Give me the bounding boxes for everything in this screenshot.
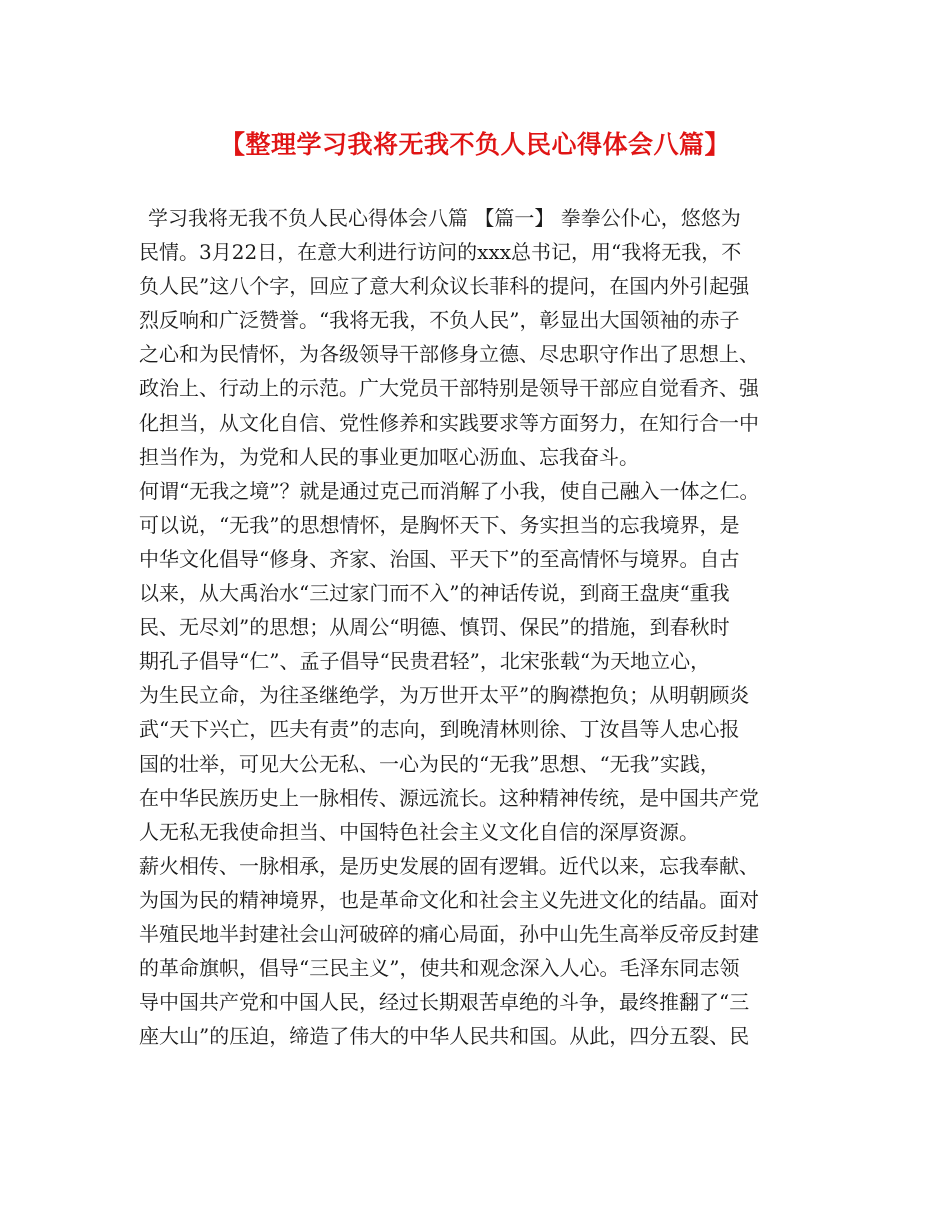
- document-title: 【整理学习我将无我不负人民心得体会八篇】: [219, 130, 730, 159]
- document-body: [139, 201, 829, 1053]
- body-line: 化担当，从文化自信、党性修养和实践要求等方面努力，在知行合一中: [139, 410, 759, 435]
- body-line: 何谓“无我之境”？就是通过克己而消解了小我，使自己融入一体之仁。: [139, 478, 760, 503]
- body-line: 负人民”这八个字，回应了意大利众议长菲科的提问，在国内外引起强: [139, 274, 750, 299]
- body-line: 民、无尽刘”的思想；从周公“明德、慎罚、保民”的措施，到春秋时: [139, 615, 730, 640]
- body-line: 座大山”的压迫，缔造了伟大的中华人民共和国。从此，四分五裂、民: [139, 1024, 750, 1049]
- body-line: 以来，从大禹治水“三过家门而不入”的神话传说，到商王盘庚“重我: [139, 581, 730, 606]
- body-line: 担当作为，为党和人民的事业更加呕心沥血、忘我奋斗。: [139, 444, 639, 469]
- body-line: 的革命旗帜，倡导“三民主义”，使共和观念深入人心。毛泽东同志领: [139, 956, 740, 981]
- body-line: 武“天下兴亡，匹夫有责”的志向，到晚清林则徐、丁汝昌等人忠心报: [139, 717, 740, 742]
- body-line: 政治上、行动上的示范。广大党员干部特别是领导干部应自觉看齐、强: [139, 376, 759, 401]
- body-line: 可以说，“无我”的思想情怀，是胸怀天下、务实担当的忘我境界，是: [139, 512, 740, 537]
- body-line: 人无私无我使命担当、中国特色社会主义文化自信的深厚资源。: [139, 819, 699, 844]
- body-line: 中华文化倡导“修身、齐家、治国、平天下”的至高情怀与境界。自古: [139, 546, 740, 571]
- body-line: 薪火相传、一脉相承，是历史发展的固有逻辑。近代以来，忘我奉献、: [139, 853, 759, 878]
- body-line: 半殖民地半封建社会山河破碎的痛心局面，孙中山先生高举反帝反封建: [139, 921, 759, 946]
- body-line: 国的壮举，可见大公无私、一心为民的“无我”思想、“无我”实践，: [139, 751, 720, 776]
- body-line: 在中华民族历史上一脉相传、源远流长。这种精神传统，是中国共产党: [139, 785, 759, 810]
- body-line: 学习我将无我不负人民心得体会八篇 【篇一】 拳拳公仆心，悠悠为: [148, 206, 741, 230]
- body-line: 烈反响和广泛赞誉。“我将无我，不负人民”，彰显出大国领袖的赤子: [139, 308, 740, 333]
- body-line: 导中国共产党和中国人民，经过长期艰苦卓绝的斗争，最终推翻了“三: [139, 990, 750, 1015]
- body-line: 为国为民的精神境界，也是革命文化和社会主义先进文化的结晶。面对: [139, 887, 759, 912]
- body-line: 之心和为民情怀，为各级领导干部修身立德、尽忠职守作出了思想上、: [139, 342, 759, 367]
- body-line: 期孔子倡导“仁”、孟子倡导“民贵君轻”，北宋张载“为天地立心，: [139, 649, 711, 674]
- body-line: 民情。3月22日，在意大利进行访问的xxx总书记，用“我将无我，不: [139, 240, 742, 265]
- body-line: 为生民立命，为往圣继绝学，为万世开太平”的胸襟抱负；从明朝顾炎: [139, 683, 750, 708]
